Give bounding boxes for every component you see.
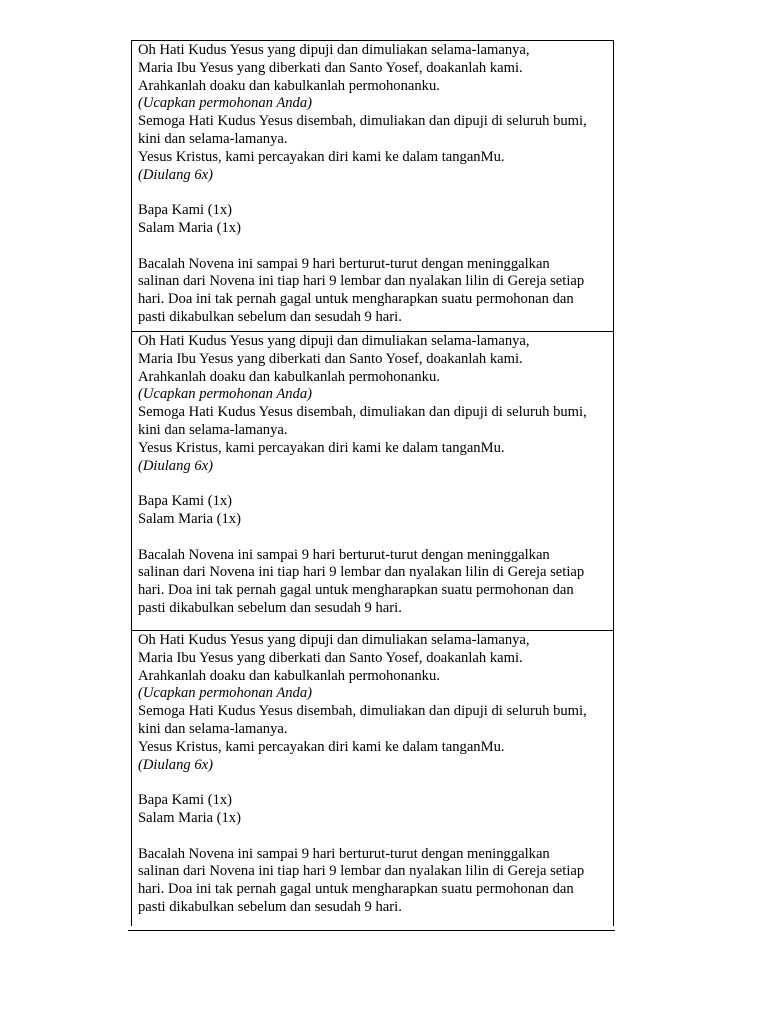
blank-line — [138, 184, 610, 202]
opening-line: Maria Ibu Yesus yang diberkati dan Santo Yosef, doakanlah kami. — [138, 350, 523, 367]
petition-note: (Ucapkan permohonan Anda) — [138, 95, 313, 112]
blank-line — [138, 238, 610, 256]
prayer-line: Semoga Hati Kudus Yesus disembah, dimuliakan dan dipuji di seluruh bumi, — [138, 113, 587, 130]
instruction-line: pasti dikabulkan sebelum dan sesudah 9 hari. — [138, 898, 402, 915]
opening-line: Maria Ibu Yesus yang diberkati dan Santo Yosef, doakanlah kami. — [138, 649, 523, 666]
blank-line — [138, 475, 610, 493]
instruction-line: hari. Doa ini tak pernah gagal untuk mengharapkan suatu permohonan dan — [138, 291, 574, 308]
opening-line: Arahkanlah doaku dan kabulkanlah permohonanku. — [138, 368, 440, 385]
petition-note: (Ucapkan permohonan Anda) — [138, 386, 313, 403]
prayer-once-line: Salam Maria (1x) — [138, 809, 241, 826]
prayer-once-line: Bapa Kami (1x) — [138, 202, 233, 219]
blank-line — [138, 774, 610, 792]
repeat-note: (Diulang 6x) — [138, 457, 213, 474]
novena-block — [131, 40, 614, 332]
prayer-line: kini dan selama-lamanya. — [138, 720, 288, 737]
instruction-line: hari. Doa ini tak pernah gagal untuk mengharapkan suatu permohonan dan — [138, 881, 574, 898]
bottom-divider — [128, 930, 615, 931]
prayer-once-line: Bapa Kami (1x) — [138, 493, 233, 510]
opening-line: Oh Hati Kudus Yesus yang dipuji dan dimuliakan selama-lamanya, — [138, 333, 530, 349]
opening-line: Oh Hati Kudus Yesus yang dipuji dan dimuliakan selama-lamanya, — [138, 632, 530, 648]
instruction-line: Bacalah Novena ini sampai 9 hari berturut-turut dengan meninggalkan — [138, 546, 550, 563]
instruction-line: pasti dikabulkan sebelum dan sesudah 9 hari. — [138, 308, 402, 325]
instruction-line: salinan dari Novena ini tiap hari 9 lembar dan nyalakan lilin di Gereja setiap — [138, 863, 585, 880]
opening-line: Arahkanlah doaku dan kabulkanlah permohonanku. — [138, 77, 440, 94]
novena-text — [138, 632, 610, 917]
instruction-line: salinan dari Novena ini tiap hari 9 lembar dan nyalakan lilin di Gereja setiap — [138, 273, 585, 290]
novena-text — [138, 333, 610, 618]
instruction-line: pasti dikabulkan sebelum dan sesudah 9 hari. — [138, 599, 402, 616]
opening-line: Arahkanlah doaku dan kabulkanlah permohonanku. — [138, 667, 440, 684]
opening-line: Maria Ibu Yesus yang diberkati dan Santo Yosef, doakanlah kami. — [138, 59, 523, 76]
prayer-line: kini dan selama-lamanya. — [138, 130, 288, 147]
prayer-once-line: Salam Maria (1x) — [138, 510, 241, 527]
prayer-line: Yesus Kristus, kami percayakan diri kami ke dalam tanganMu. — [138, 738, 505, 755]
prayer-line: Semoga Hati Kudus Yesus disembah, dimuliakan dan dipuji di seluruh bumi, — [138, 404, 587, 421]
blank-line — [138, 828, 610, 846]
petition-note: (Ucapkan permohonan Anda) — [138, 685, 313, 702]
novena-text — [138, 42, 610, 327]
blank-line — [138, 529, 610, 547]
prayer-line: Yesus Kristus, kami percayakan diri kami ke dalam tanganMu. — [138, 148, 505, 165]
prayer-once-line: Bapa Kami (1x) — [138, 792, 233, 809]
prayer-once-line: Salam Maria (1x) — [138, 219, 241, 236]
repeat-note: (Diulang 6x) — [138, 166, 213, 183]
opening-line: Oh Hati Kudus Yesus yang dipuji dan dimuliakan selama-lamanya, — [138, 42, 530, 58]
novena-block — [131, 630, 614, 926]
instruction-line: hari. Doa ini tak pernah gagal untuk mengharapkan suatu permohonan dan — [138, 582, 574, 599]
instruction-line: salinan dari Novena ini tiap hari 9 lembar dan nyalakan lilin di Gereja setiap — [138, 564, 585, 581]
prayer-line: Semoga Hati Kudus Yesus disembah, dimuliakan dan dipuji di seluruh bumi, — [138, 703, 587, 720]
prayer-line: kini dan selama-lamanya. — [138, 421, 288, 438]
repeat-note: (Diulang 6x) — [138, 756, 213, 773]
novena-block — [131, 331, 614, 631]
instruction-line: Bacalah Novena ini sampai 9 hari berturut-turut dengan meninggalkan — [138, 255, 550, 272]
instruction-line: Bacalah Novena ini sampai 9 hari berturut-turut dengan meninggalkan — [138, 845, 550, 862]
prayer-line: Yesus Kristus, kami percayakan diri kami ke dalam tanganMu. — [138, 439, 505, 456]
